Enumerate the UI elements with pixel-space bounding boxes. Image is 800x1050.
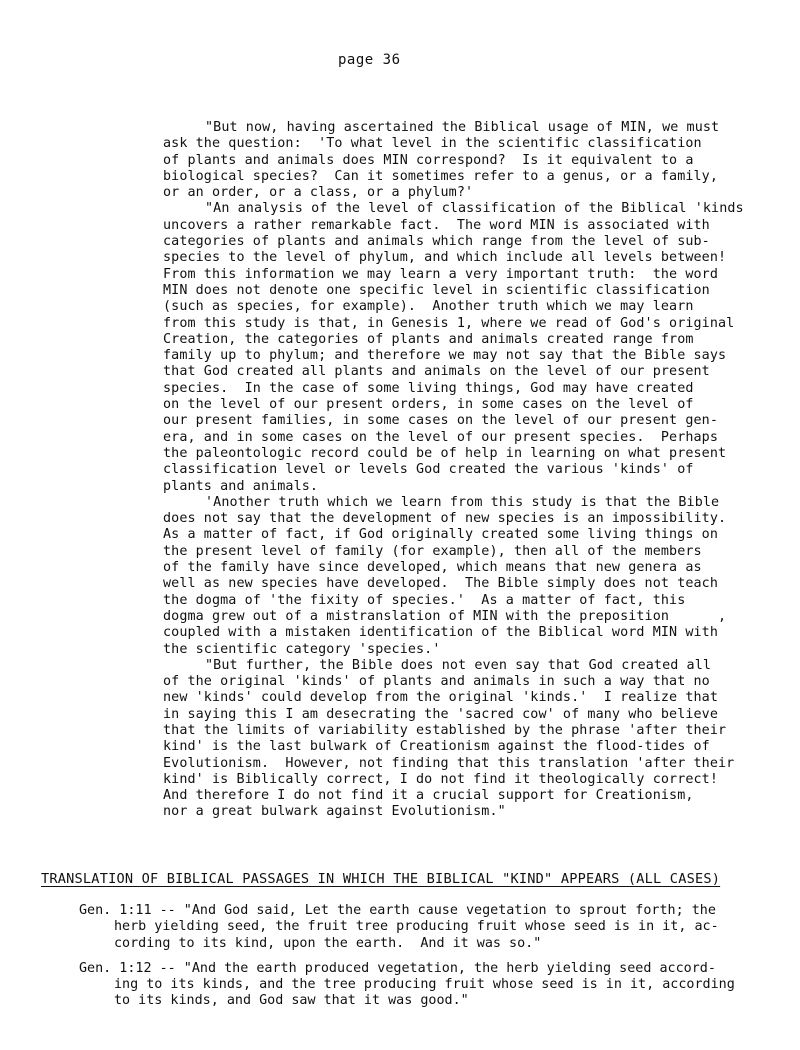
text-line: coupled with a mistaken identification of the Biblical word MIN with	[163, 625, 719, 641]
verse-line: cording to its kind, upon the earth. And it was so."	[114, 935, 542, 951]
verse-line: to its kinds, and God saw that it was good."	[114, 993, 469, 1009]
verse-line: herb yielding seed, the fruit tree producing fruit whose seed is in it, ac-	[114, 919, 719, 935]
verse-line: ing to its kinds, and the tree producing fruit whose seed is in it, according	[114, 977, 735, 993]
text-line: the paleontologic record could be of help in learning on what present	[163, 445, 727, 461]
text-line: the scientific category 'species.'	[163, 641, 441, 657]
text-line: kind' is Biblically correct, I do not find it theologically correct!	[163, 771, 719, 787]
verse-list	[79, 903, 759, 1019]
quoted-passage	[163, 120, 773, 821]
text-line: the dogma of 'the fixity of species.' As a matter of fact, this	[163, 592, 686, 608]
text-line: species. In the case of some living things, God may have created	[163, 380, 694, 396]
text-line: As a matter of fact, if God originally created some living things on	[163, 527, 719, 543]
text-line: "But further, the Bible does not even say that God created all	[205, 657, 712, 673]
text-line: "An analysis of the level of classification of the Biblical 'kinds	[205, 201, 744, 217]
text-line: From this information we may learn a very important truth: the word	[163, 266, 719, 282]
text-line: MIN does not denote one specific level in scientific classification	[163, 282, 710, 298]
text-line: does not say that the development of new species is an impossibility.	[163, 511, 727, 527]
verse-entry	[79, 961, 759, 1010]
text-line: of the original 'kinds' of plants and animals in such a way that no	[163, 674, 710, 690]
text-line: the present level of family (for example), then all of the members	[163, 543, 702, 559]
text-line: Evolutionism. However, not finding that this translation 'after their	[163, 755, 735, 771]
text-line: Creation, the categories of plants and animals created range from	[163, 331, 694, 347]
verse-line: Gen. 1:12 -- "And the earth produced vegetation, the herb yielding seed accord-	[79, 960, 716, 976]
text-line: that the limits of variability established by the phrase 'after their	[163, 722, 727, 738]
page-number: page 36	[338, 52, 401, 68]
text-line: well as new species have developed. The Bible simply does not teach	[163, 576, 719, 592]
text-line: ask the question: 'To what level in the scientific classification	[163, 136, 702, 152]
text-line: dogma grew out of a mistranslation of MIN with the preposition ,	[163, 608, 727, 624]
text-line: species to the level of phylum, and which include all levels between!	[163, 250, 727, 266]
text-line: our present families, in some cases on the level of our present gen-	[163, 413, 719, 429]
verse-line: Gen. 1:11 -- "And God said, Let the earth cause vegetation to sprout forth; the	[79, 903, 716, 918]
text-line: nor a great bulwark against Evolutionism."	[163, 804, 506, 820]
text-line: biological species? Can it sometimes refer to a genus, or a family,	[163, 168, 719, 184]
text-line: "But now, having ascertained the Biblical usage of MIN, we must	[205, 120, 720, 135]
text-line: from this study is that, in Genesis 1, where we read of God's original	[163, 315, 735, 331]
text-line: that God created all plants and animals on the level of our present	[163, 364, 710, 380]
text-line: in saying this I am desecrating the 'sacred cow' of many who believe	[163, 706, 719, 722]
text-line: And therefore I do not find it a crucial support for Creationism,	[163, 788, 694, 804]
text-line: family up to phylum; and therefore we may not say that the Bible says	[163, 348, 727, 364]
text-line: 'Another truth which we learn from this study is that the Bible	[205, 494, 720, 510]
text-line: uncovers a rather remarkable fact. The word MIN is associated with	[163, 217, 710, 233]
verse-entry	[79, 903, 759, 952]
text-line: era, and in some cases on the level of our present species. Perhaps	[163, 429, 719, 445]
text-line: classification level or levels God created the various 'kinds' of	[163, 462, 694, 478]
text-line: or an order, or a class, or a phylum?'	[163, 185, 474, 201]
text-line: new 'kinds' could develop from the original 'kinds.' I realize that	[163, 690, 719, 706]
text-line: of plants and animals does MIN correspond? Is it equivalent to a	[163, 152, 694, 168]
text-line: categories of plants and animals which range from the level of sub-	[163, 234, 710, 250]
section-heading: TRANSLATION OF BIBLICAL PASSAGES IN WHICH THE BIBLICAL "KIND" APPEARS (ALL CASES)	[41, 871, 721, 887]
text-line: kind' is the last bulwark of Creationism against the flood-tides of	[163, 739, 710, 755]
text-line: on the level of our present orders, in some cases on the level of	[163, 397, 694, 413]
text-line: (such as species, for example). Another truth which we may learn	[163, 299, 694, 315]
text-line: plants and animals.	[163, 478, 319, 494]
text-line: of the family have since developed, which means that new genera as	[163, 560, 702, 576]
